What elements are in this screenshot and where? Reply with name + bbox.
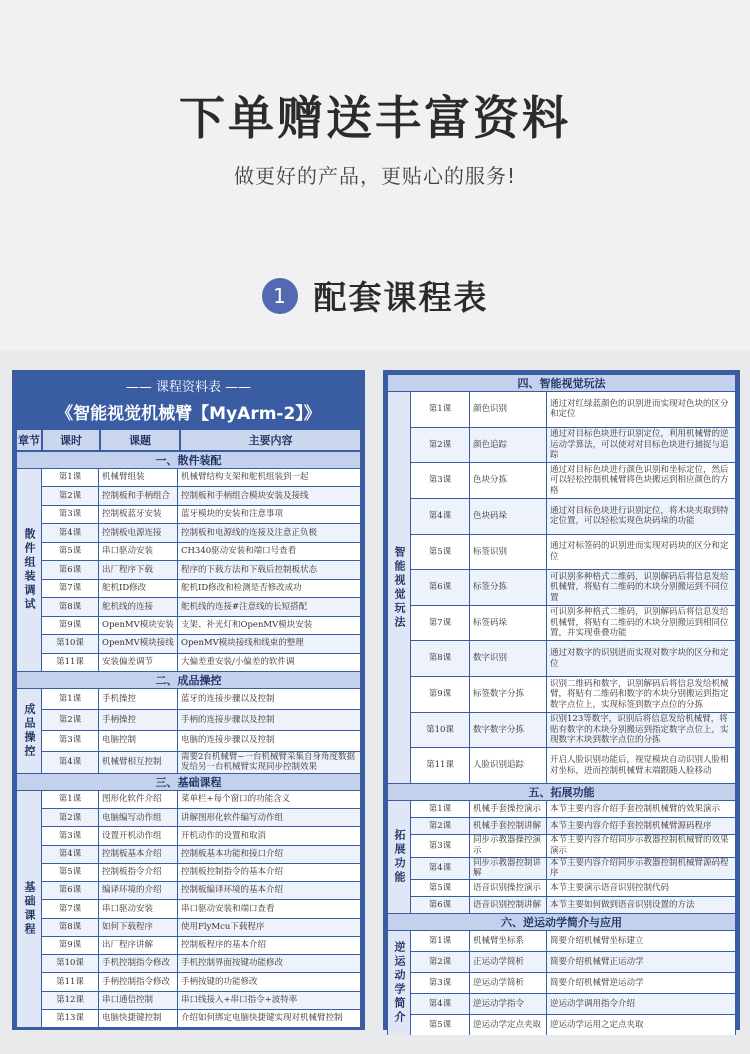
lesson-topic: 编译环境的介绍: [99, 882, 177, 899]
lesson-content: 本节主要如何做到语音识别设置的方法: [547, 897, 735, 913]
lesson-topic: 正运动学简析: [470, 952, 546, 972]
lesson-topic: 颜色识别: [470, 392, 546, 427]
lesson-number: 第1课: [42, 469, 98, 486]
lesson-topic: 控制板电源连接: [99, 524, 177, 541]
lesson-content: 简要介绍机械臂正运动学: [547, 952, 735, 972]
lesson-topic: 串口驱动安装: [99, 900, 177, 917]
lesson-content: 通过对目标色块进行识别定位，利用机械臂的逆运动学算法，可以使对对目标色块进行捕捉与追踪: [547, 428, 735, 463]
table-row: [42, 809, 360, 826]
lesson-content: 大偏差重安装/小偏差的软件调: [178, 654, 360, 671]
table-row: [42, 506, 360, 523]
lesson-topic: 串口通信控制: [99, 992, 177, 1009]
lesson-topic: 同步示教器控制讲解: [470, 858, 546, 879]
table-row: [411, 801, 735, 817]
lesson-content: 需要2台机械臂~一台机械臂采集自身角度数据发给另一台机械臂实现同步控制效果: [178, 752, 360, 773]
chapter-rows: [42, 689, 360, 773]
table-row: [411, 428, 735, 463]
lesson-number: 第3课: [411, 835, 469, 856]
lesson-content: 逆运动学运用之定点夹取: [547, 1015, 735, 1035]
lesson-topic: 逆运动学指令: [470, 994, 546, 1014]
chapter-band: 三、基础课程: [17, 774, 360, 790]
chapter-group: [388, 392, 735, 783]
lesson-topic: 逆运动学定点夹取: [470, 1015, 546, 1035]
lesson-number: 第10课: [411, 713, 469, 748]
lesson-number: 第3课: [411, 463, 469, 498]
lesson-content: 控制板程序的基本介绍: [178, 937, 360, 954]
chapter-name: 基础课程: [17, 791, 41, 1027]
lesson-number: 第12课: [42, 992, 98, 1009]
lesson-content: 电脑的连接步骤以及控制: [178, 731, 360, 751]
lesson-content: 使用FlyMcu下载程序: [178, 919, 360, 936]
lesson-topic: 数字数字分拣: [470, 713, 546, 748]
lesson-number: 第5课: [42, 864, 98, 881]
lesson-topic: 手机控制指令修改: [99, 955, 177, 972]
lesson-number: 第4课: [411, 858, 469, 879]
column-headers: [16, 429, 361, 451]
table-body: [387, 375, 736, 1035]
lesson-number: 第5课: [411, 535, 469, 570]
lesson-content: 程序的下载方法和下载后控制板状态: [178, 561, 360, 578]
lesson-number: 第2课: [411, 952, 469, 972]
table-row: [42, 598, 360, 615]
lesson-number: 第6课: [411, 570, 469, 605]
lesson-number: 第3课: [411, 973, 469, 993]
table-row: [411, 880, 735, 896]
table-row: [411, 748, 735, 783]
lesson-topic: 机械臂相互控制: [99, 752, 177, 773]
lesson-topic: 串口驱动安装: [99, 543, 177, 560]
lesson-number: 第11课: [42, 654, 98, 671]
lesson-topic: 安装偏差调节: [99, 654, 177, 671]
lesson-topic: 舵机ID修改: [99, 580, 177, 597]
lesson-topic: 标签分拣: [470, 570, 546, 605]
column-header: 主要内容: [181, 430, 360, 450]
lesson-content: 本节主要内容介绍手套控制机械臂源码程序: [547, 818, 735, 834]
table-row: [42, 791, 360, 808]
table-row: [42, 846, 360, 863]
lesson-content: 通过对红绿蓝颜色的识别进而实现对色块的区分和定位: [547, 392, 735, 427]
lesson-topic: 标签数字分拣: [470, 677, 546, 712]
chapter-rows: [411, 801, 735, 913]
lesson-content: 介绍如何绑定电脑快捷键实现对机械臂控制: [178, 1010, 360, 1027]
lesson-content: 可识别多种格式二维码，识别解码后将信息发给机械臂，将贴有二维码的木块分别搬运到不同位置: [547, 570, 735, 605]
chapter-rows: [42, 469, 360, 671]
table-row: [42, 580, 360, 597]
lesson-content: 控制板编译环境的基本介绍: [178, 882, 360, 899]
page-title: 下单赠送丰富资料: [179, 91, 571, 145]
column-header: 课题: [101, 430, 179, 450]
table-row: [411, 952, 735, 972]
lesson-content: 简要介绍机械臂逆运动学: [547, 973, 735, 993]
lesson-number: 第1课: [42, 689, 98, 709]
table-label: —— 课程资料表 ——: [125, 380, 252, 395]
lesson-number: 第1课: [411, 392, 469, 427]
lesson-number: 第1课: [411, 931, 469, 951]
lesson-number: 第5课: [411, 1015, 469, 1035]
lesson-topic: 色块码垛: [470, 499, 546, 534]
table-row: [42, 882, 360, 899]
lesson-content: 支架、补光灯和OpenMV模块安装: [178, 617, 360, 634]
chapter-name: 逆运动学简介: [388, 931, 410, 1035]
lesson-content: 开启人脸识别功能后，视觉模块自动识别人脸相对坐标，进而控制机械臂末端跟随人脸移动: [547, 748, 735, 783]
chapter-group: [17, 791, 360, 1027]
chapter-name: 成品操控: [17, 689, 41, 773]
lesson-number: 第11课: [411, 748, 469, 783]
lesson-number: 第6课: [411, 897, 469, 913]
lesson-content: 可识别多种格式二维码，识别解码后将信息发给机械臂，将贴有二维码的木块分别搬运到相同位置，并实现垂叠功能: [547, 606, 735, 641]
table-body: [16, 452, 361, 1027]
lesson-number: 第6课: [42, 561, 98, 578]
course-table-right: [383, 370, 740, 1030]
lesson-content: 识别二维码和数字，识别解码后将信息发给机械臂，将贴有二维码和数字的木块分别搬运到指定数字点位上，实现标签到数字点位的分拣: [547, 677, 735, 712]
lesson-content: 本节主要内容介绍手套控制机械臂的效果演示: [547, 801, 735, 817]
table-row: [411, 535, 735, 570]
lesson-topic: 电脑编写动作组: [99, 809, 177, 826]
chapter-name: 散件组装调试: [17, 469, 41, 671]
lesson-number: 第2课: [411, 818, 469, 834]
section-number-badge: 1: [262, 278, 298, 314]
table-row: [411, 897, 735, 913]
lesson-content: 通过对目标色块进行识别定位，将木块夹取到特定位置，可以轻松实现色块码垛的功能: [547, 499, 735, 534]
table-row: [42, 919, 360, 936]
table-row: [411, 713, 735, 748]
lesson-content: 手柄的连接步骤以及控制: [178, 710, 360, 730]
lesson-content: 简要介绍机械臂坐标建立: [547, 931, 735, 951]
table-row: [411, 677, 735, 712]
table-row: [42, 937, 360, 954]
lesson-topic: 数字识别: [470, 641, 546, 676]
lesson-content: 串口驱动安装和端口查看: [178, 900, 360, 917]
lesson-topic: 机械手套控制讲解: [470, 818, 546, 834]
lesson-number: 第9课: [411, 677, 469, 712]
lesson-topic: 电脑控制: [99, 731, 177, 751]
chapter-band: 一、散件装配: [17, 452, 360, 468]
table-row: [42, 827, 360, 844]
lesson-number: 第10课: [42, 955, 98, 972]
lesson-number: 第4课: [411, 499, 469, 534]
chapter-group: [388, 931, 735, 1035]
table-row: [42, 973, 360, 990]
lesson-topic: 如何下载程序: [99, 919, 177, 936]
column-header: 课时: [43, 430, 99, 450]
lesson-topic: OpenMV模块安装: [99, 617, 177, 634]
table-row: [42, 731, 360, 751]
lesson-number: 第11课: [42, 973, 98, 990]
lesson-content: 讲解图形化软件编写动作组: [178, 809, 360, 826]
lesson-topic: 舵机线的连接: [99, 598, 177, 615]
lesson-content: 本节主要内容介绍同步示教器控制机械臂的效果演示: [547, 835, 735, 856]
chapter-band: 四、智能视觉玩法: [388, 375, 735, 391]
product-name: 《智能视觉机械臂【MyArm-2】》: [56, 404, 321, 424]
lesson-topic: 设置开机动作组: [99, 827, 177, 844]
lesson-topic: 同步示教器操控演示: [470, 835, 546, 856]
table-row: [411, 1015, 735, 1035]
lesson-number: 第10课: [42, 635, 98, 652]
page-subtitle: 做更好的产品，更贴心的服务!: [233, 164, 517, 188]
lesson-content: 控制板基本功能和接口介绍: [178, 846, 360, 863]
table-row: [42, 752, 360, 773]
lesson-number: 第4课: [42, 846, 98, 863]
lesson-topic: 机械臂组装: [99, 469, 177, 486]
lesson-number: 第6课: [42, 882, 98, 899]
lesson-content: 蓝牙的连接步骤以及控制: [178, 689, 360, 709]
table-row: [42, 900, 360, 917]
lesson-number: 第4课: [42, 524, 98, 541]
chapter-rows: [42, 791, 360, 1027]
table-row: [411, 835, 735, 856]
lesson-number: 第3课: [42, 731, 98, 751]
lesson-number: 第3课: [42, 506, 98, 523]
lesson-number: 第5课: [411, 880, 469, 896]
lesson-topic: 标签码垛: [470, 606, 546, 641]
section-heading: [0, 272, 750, 319]
chapter-name: 拓展功能: [388, 801, 410, 913]
lesson-number: 第4课: [42, 752, 98, 773]
section-title: 配套课程表: [313, 278, 489, 317]
lesson-topic: 色块分拣: [470, 463, 546, 498]
lesson-topic: 手柄控制指令修改: [99, 973, 177, 990]
lesson-topic: 机械臂坐标系: [470, 931, 546, 951]
lesson-topic: 机械手套操控演示: [470, 801, 546, 817]
lesson-topic: 图形化软件介绍: [99, 791, 177, 808]
lesson-number: 第2课: [42, 487, 98, 504]
lesson-content: 舵机ID修改和检测是否修改成功: [178, 580, 360, 597]
chapter-name: 智能视觉玩法: [388, 392, 410, 783]
lesson-number: 第4课: [411, 994, 469, 1014]
lesson-topic: 出厂程序讲解: [99, 937, 177, 954]
lesson-content: 本节主要内容介绍同步示教器控制机械臂源码程序: [547, 858, 735, 879]
table-row: [42, 469, 360, 486]
table-row: [42, 524, 360, 541]
table-row: [42, 635, 360, 652]
table-row: [42, 617, 360, 634]
lesson-content: 识别123等数字，识别后将信息发给机械臂，将贴有数字的木块分别搬运到指定数字点位上，实现数字木块到数字点位的分拣: [547, 713, 735, 748]
table-row: [411, 931, 735, 951]
lesson-content: 手机控制界面按键功能修改: [178, 955, 360, 972]
chapter-group: [388, 801, 735, 913]
table-row: [411, 392, 735, 427]
table-row: [42, 689, 360, 709]
lesson-topic: 控制板基本介绍: [99, 846, 177, 863]
lesson-number: 第7课: [42, 900, 98, 917]
lesson-content: 逆运动学调用指令介绍: [547, 994, 735, 1014]
lesson-content: 控制板和手柄组合模块安装及接线: [178, 487, 360, 504]
table-row: [411, 818, 735, 834]
lesson-number: 第5课: [42, 543, 98, 560]
table-row: [42, 710, 360, 730]
lesson-topic: 控制板蓝牙安装: [99, 506, 177, 523]
table-row: [42, 1010, 360, 1027]
lesson-content: 本节主要演示语音识别控制代码: [547, 880, 735, 896]
table-row: [411, 994, 735, 1014]
column-header: 章节: [17, 430, 41, 450]
chapter-band: 六、逆运动学简介与应用: [388, 914, 735, 930]
lesson-topic: 电脑快捷键控制: [99, 1010, 177, 1027]
table-row: [42, 955, 360, 972]
table-row: [42, 561, 360, 578]
lesson-topic: 出厂程序下载: [99, 561, 177, 578]
lesson-content: 串口线接入+串口指令+波特率: [178, 992, 360, 1009]
lesson-topic: 手柄操控: [99, 710, 177, 730]
table-row: [411, 858, 735, 879]
lesson-content: OpenMV模块接线和线束的整理: [178, 635, 360, 652]
lesson-number: 第2课: [42, 710, 98, 730]
lesson-content: 舵机线的连接#注意线的长短搭配: [178, 598, 360, 615]
table-row: [411, 570, 735, 605]
lesson-number: 第8课: [42, 598, 98, 615]
lesson-number: 第2课: [411, 428, 469, 463]
chapter-band: 二、成品操控: [17, 672, 360, 688]
lesson-topic: 标签识别: [470, 535, 546, 570]
lesson-content: 通过对目标色块进行颜色识别和坐标定位，然后可以轻松控制机械臂将色块搬运到相应颜色的方格: [547, 463, 735, 498]
lesson-content: 蓝牙模块的安装和注意事项: [178, 506, 360, 523]
table-row: [42, 543, 360, 560]
lesson-number: 第13课: [42, 1010, 98, 1027]
chapter-rows: [411, 931, 735, 1035]
lesson-number: 第1课: [42, 791, 98, 808]
table-row: [42, 864, 360, 881]
table-row: [411, 606, 735, 641]
lesson-number: 第3课: [42, 827, 98, 844]
lesson-number: 第1课: [411, 801, 469, 817]
lesson-content: CH340驱动安装和端口号查看: [178, 543, 360, 560]
table-row: [411, 499, 735, 534]
lesson-content: 菜单栏+每个窗口的功能含义: [178, 791, 360, 808]
lesson-content: 机械臂结构支架和舵机组装到一起: [178, 469, 360, 486]
chapter-group: [17, 469, 360, 671]
lesson-content: 开机动作的设置和取消: [178, 827, 360, 844]
lesson-number: 第7课: [411, 606, 469, 641]
lesson-content: 控制板控制指令的基本介绍: [178, 864, 360, 881]
table-row: [42, 654, 360, 671]
table-header: [16, 374, 361, 429]
lesson-topic: 颜色追踪: [470, 428, 546, 463]
lesson-number: 第9课: [42, 937, 98, 954]
lesson-topic: 语音识别控制讲解: [470, 897, 546, 913]
lesson-topic: OpenMV模块接线: [99, 635, 177, 652]
chapter-band: 五、拓展功能: [388, 784, 735, 800]
lesson-content: 手柄按键的功能修改: [178, 973, 360, 990]
lesson-number: 第8课: [42, 919, 98, 936]
lesson-number: 第8课: [411, 641, 469, 676]
lesson-topic: 控制板指令介绍: [99, 864, 177, 881]
lesson-number: 第7课: [42, 580, 98, 597]
lesson-content: 通过对数字的识别进而实现对数字块的区分和定位: [547, 641, 735, 676]
lesson-topic: 人脸识别追踪: [470, 748, 546, 783]
chapter-rows: [411, 392, 735, 783]
lesson-content: 通过对标签码的识别进而实现对码块的区分和定位: [547, 535, 735, 570]
table-row: [42, 487, 360, 504]
lesson-topic: 控制板和手柄组合: [99, 487, 177, 504]
table-row: [411, 973, 735, 993]
lesson-topic: 语音识别操控演示: [470, 880, 546, 896]
table-row: [42, 992, 360, 1009]
lesson-number: 第2课: [42, 809, 98, 826]
course-table-left: [12, 370, 365, 1030]
table-row: [411, 641, 735, 676]
lesson-topic: 逆运动学简析: [470, 973, 546, 993]
chapter-group: [17, 689, 360, 773]
lesson-number: 第9课: [42, 617, 98, 634]
lesson-topic: 手机操控: [99, 689, 177, 709]
lesson-content: 控制板和电源线的连接及注意正负极: [178, 524, 360, 541]
table-row: [411, 463, 735, 498]
